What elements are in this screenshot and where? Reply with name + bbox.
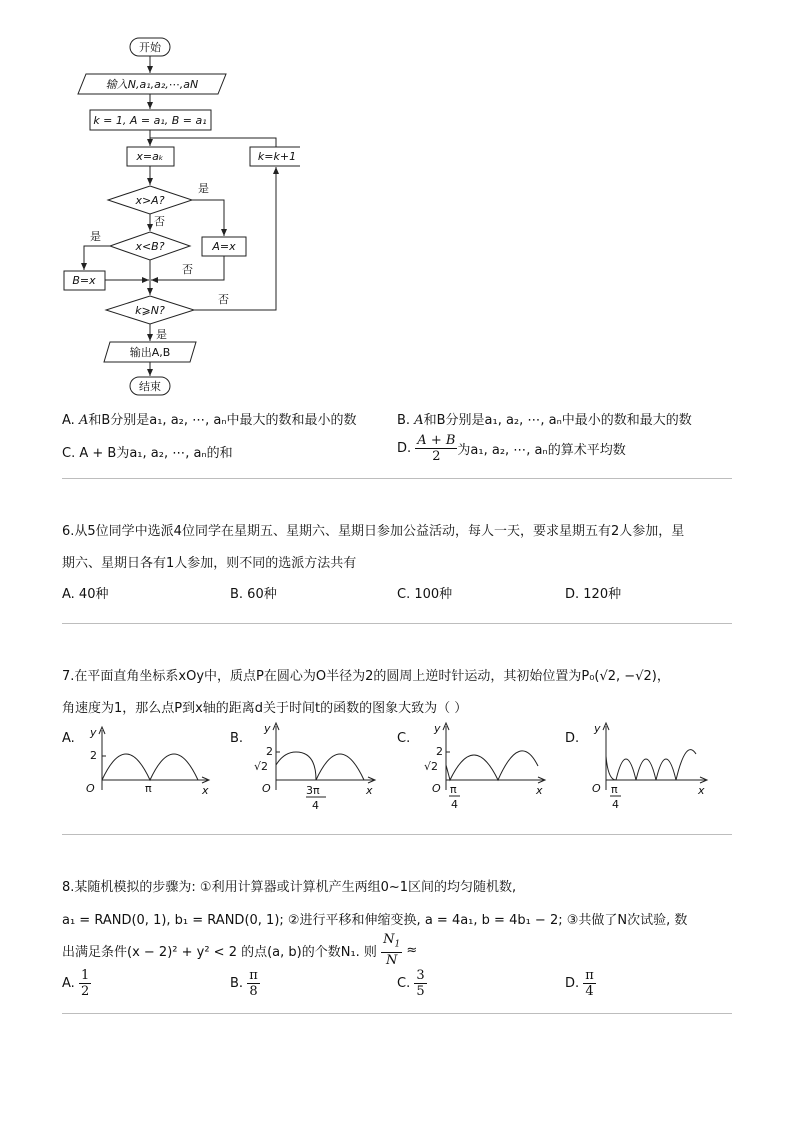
svg-text:x: x <box>202 784 209 797</box>
svg-text:4: 4 <box>312 799 319 812</box>
q5-option-b-text: 和B分别是a₁, a₂, ⋯, aₙ中最小的数和最大的数 <box>423 413 692 428</box>
q7-line-1: 7.在平面直角坐标系xOy中，质点P在圆心为O半径为2的圆周上逆时针运动，其初始位置为P₀(√2, −√2)， <box>62 669 670 684</box>
q5-option-d-text: 为a₁, a₂, ⋯, aₙ的算术平均数 <box>457 442 626 458</box>
svg-text:O: O <box>86 782 95 795</box>
svg-text:O: O <box>262 782 271 795</box>
q6-option-d[interactable]: D. 120种 <box>565 587 622 602</box>
q7-line-2: 角速度为1，那么点P到x轴的距离d关于时间t的函数的图象大致为（ ） <box>62 701 468 716</box>
q7-graph-a <box>80 722 220 797</box>
start-label: 开始 <box>139 41 161 54</box>
svg-text:√2: √2 <box>424 760 439 773</box>
q8-option-a[interactable]: A. $\frac{1}{2}$ <box>62 967 90 999</box>
svg-text:O: O <box>432 782 441 795</box>
no-label-2: 否 <box>182 263 193 276</box>
q6-option-b[interactable]: B. 60种 <box>230 587 277 602</box>
yes-label-2: 是 <box>90 230 101 243</box>
svg-text:y: y <box>90 726 97 739</box>
q8-line-2: a₁ = RAND(0, 1), b₁ = RAND(0, 1); ②进行平移和伸缩变换, a = 4a₁, b = 4b₁ − 2; ③共做了N次试验, 数 <box>62 913 688 928</box>
set-b-label: B=x <box>72 274 96 287</box>
q5-d-fraction: $\frac{A + B}{2}$ <box>417 432 456 464</box>
q7-graph-d <box>588 718 723 818</box>
svg-text:y: y <box>264 722 271 735</box>
output-label: 输出A,B <box>129 346 171 359</box>
svg-text:2: 2 <box>436 745 443 758</box>
flowchart <box>0 0 300 405</box>
svg-text:y: y <box>434 722 441 735</box>
svg-text:x: x <box>366 784 373 797</box>
svg-text:π: π <box>145 782 152 795</box>
svg-text:2: 2 <box>266 745 273 758</box>
svg-text:3π: 3π <box>306 784 320 797</box>
q5-option-c-text: A + B为a₁, a₂, ⋯, aₙ的和 <box>79 446 233 461</box>
cond-gt-label: x>A? <box>135 194 165 207</box>
q7-graph-b <box>248 718 388 818</box>
svg-text:π: π <box>450 783 457 796</box>
q8-option-d[interactable]: D. $\frac{\pi}{4}$ <box>565 967 594 999</box>
q8-line-1: 8.某随机模拟的步骤为: ①利用计算器或计算机产生两组0~1区间的均匀随机数, <box>62 880 517 895</box>
q6-line-2: 期六、星期日各有1人参加，则不同的选派方法共有 <box>62 556 357 571</box>
divider <box>62 623 732 624</box>
input-label: 输入N,a₁,a₂,⋯,aN <box>105 78 199 91</box>
q7-option-a-label[interactable]: A. <box>62 731 75 746</box>
q5-option-a[interactable]: A. A和B分别是a₁, a₂, ⋯, aₙ中最大的数和最小的数 <box>62 413 357 428</box>
q8-option-b[interactable]: B. $\frac{\pi}{8}$ <box>230 967 258 999</box>
svg-text:2: 2 <box>90 749 97 762</box>
q5-option-d[interactable]: D. $\frac{A + B}{2}$ 为a₁, a₂, ⋯, aₙ的算术平均数 <box>397 432 626 464</box>
q7-graph-c <box>420 718 555 818</box>
init-label: k = 1, A = a₁, B = a₁ <box>93 114 207 127</box>
q5-option-b[interactable]: B. A和B分别是a₁, a₂, ⋯, aₙ中最小的数和最大的数 <box>397 413 692 428</box>
q6-line-1: 6.从5位同学中选派4位同学在星期五、星期六、星期日参加公益活动，每人一天，要求星期五有2人参加，星 <box>62 524 685 539</box>
q5-option-a-text: 和B分别是a₁, a₂, ⋯, aₙ中最大的数和最小的数 <box>88 413 357 428</box>
q8-option-c[interactable]: C. $\frac{3}{5}$ <box>397 967 425 999</box>
q7-option-b-label[interactable]: B. <box>230 731 244 746</box>
cond-k-label: k⩾N? <box>135 304 165 317</box>
q8-ratio-fraction: $\frac{N_1}{N}$ <box>383 931 401 969</box>
q6-option-a[interactable]: A. 40种 <box>62 587 109 602</box>
svg-text:√2: √2 <box>254 760 269 773</box>
cond-lt-label: x<B? <box>135 240 165 253</box>
svg-text:4: 4 <box>612 798 619 811</box>
assign-x-label: x=aₖ <box>136 150 164 163</box>
q7-option-c-label[interactable]: C. <box>397 731 411 746</box>
set-a-label: A=x <box>212 240 236 253</box>
svg-text:y: y <box>594 722 601 735</box>
yes-label-3: 是 <box>156 328 167 341</box>
q7-option-d-label[interactable]: D. <box>565 731 580 746</box>
svg-text:4: 4 <box>451 798 458 811</box>
svg-text:x: x <box>698 784 705 797</box>
svg-text:x: x <box>536 784 543 797</box>
q8-line-3: 出满足条件(x − 2)² + y² < 2 的点(a, b)的个数N₁. 则 $\frac{N_1}{N}$ ≈ <box>62 931 418 969</box>
no-label-3: 否 <box>218 293 229 306</box>
divider <box>62 478 732 479</box>
yes-label-1: 是 <box>198 182 209 195</box>
end-label: 结束 <box>139 380 161 393</box>
q5-option-c[interactable]: C. A + B为a₁, a₂, ⋯, aₙ的和 <box>62 446 233 461</box>
divider <box>62 834 732 835</box>
svg-text:π: π <box>611 783 618 796</box>
divider <box>62 1013 732 1014</box>
q6-option-c[interactable]: C. 100种 <box>397 587 453 602</box>
svg-text:O: O <box>592 782 601 795</box>
increment-label: k=k+1 <box>257 150 297 163</box>
no-label-1: 否 <box>154 215 165 228</box>
